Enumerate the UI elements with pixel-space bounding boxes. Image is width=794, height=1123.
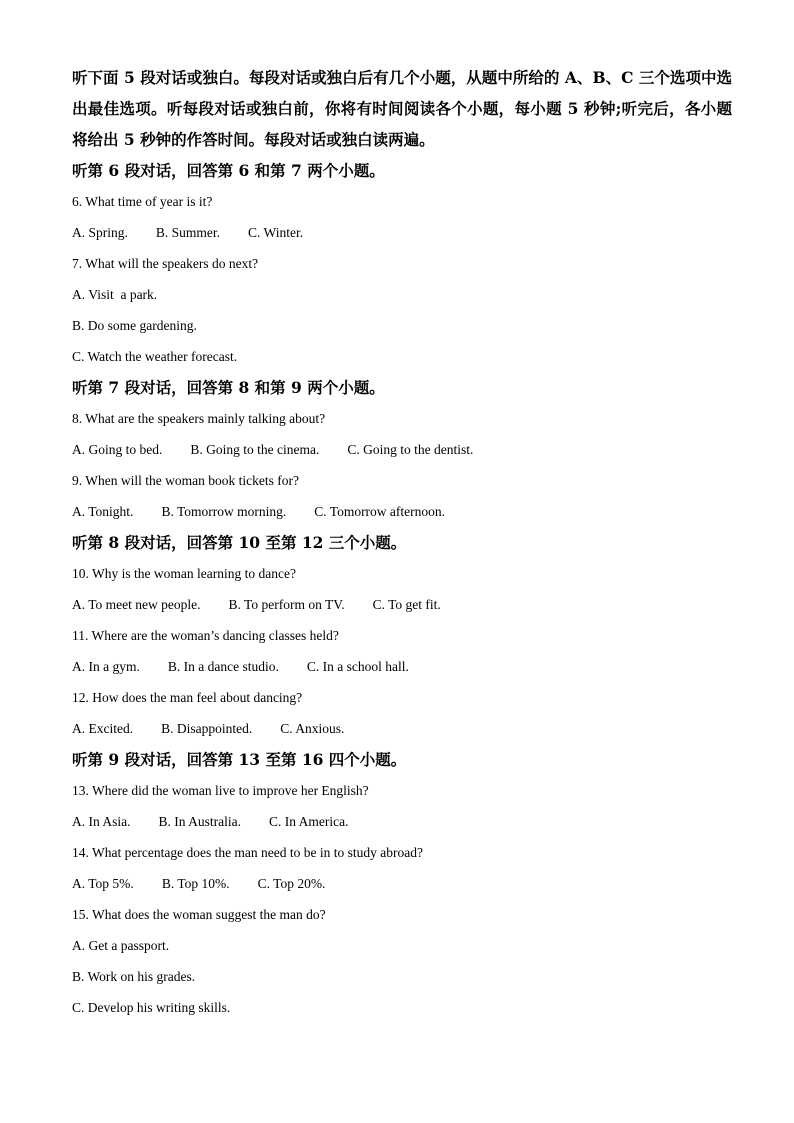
answer-option[interactable]: B. Going to the cinema.	[190, 442, 320, 457]
question-text: 8. What are the speakers mainly talking about?	[72, 411, 326, 426]
answer-option[interactable]: B. In Australia.	[158, 814, 241, 829]
options-row	[72, 651, 732, 682]
listening-sections	[72, 155, 732, 1023]
answer-option[interactable]: C. Tomorrow afternoon.	[314, 504, 446, 519]
answer-option[interactable]: B. Tomorrow morning.	[161, 504, 287, 519]
answer-option[interactable]: B. Top 10%.	[161, 876, 230, 891]
answer-option[interactable]: A. Get a passport.	[72, 938, 170, 953]
question-text: 7. What will the speakers do next?	[72, 256, 259, 271]
options-row	[72, 713, 732, 744]
answer-option[interactable]: B. Summer.	[155, 225, 221, 240]
exam-page	[72, 62, 732, 1023]
answer-option[interactable]: B. Do some gardening.	[72, 318, 197, 333]
answer-option[interactable]: C. Top 20%.	[257, 876, 326, 891]
options-row	[72, 868, 732, 899]
section-heading: 听第 9 段对话，回答第 13 至第 16 四个小题。	[72, 750, 407, 769]
answer-option[interactable]: C. To get fit.	[372, 597, 441, 612]
answer-option[interactable]: A. Going to bed.	[72, 442, 163, 457]
answer-option[interactable]: C. Winter.	[248, 225, 304, 240]
options-row	[72, 217, 732, 248]
section-heading: 听第 8 段对话，回答第 10 至第 12 三个小题。	[72, 533, 407, 552]
answer-option[interactable]: A. Visit a park.	[72, 287, 158, 302]
options-row	[72, 434, 732, 465]
question-text: 10. Why is the woman learning to dance?	[72, 566, 296, 581]
question-text: 9. When will the woman book tickets for?	[72, 473, 299, 488]
question-text: 14. What percentage does the man need to be in to study abroad?	[72, 845, 424, 860]
answer-option[interactable]: B. Disappointed.	[161, 721, 253, 736]
question-text: 11. Where are the woman’s dancing classes held?	[72, 628, 339, 643]
answer-option[interactable]: C. In America.	[269, 814, 349, 829]
section-instructions: 听下面 5 段对话或独白。每段对话或独白后有几个小题，从题中所给的 A、B、C 三个选项中选出最佳选项。听每段对话或独白前，你将有时间阅读各个小题，每小题 5 秒钟;听完后，各小题将给出 5 秒钟的作答时间。每段对话或独白读两遍。	[72, 68, 732, 149]
answer-option[interactable]: A. To meet new people.	[72, 597, 201, 612]
options-row	[72, 496, 732, 527]
question-text: 12. How does the man feel about dancing?	[72, 690, 303, 705]
answer-option[interactable]: B. In a dance studio.	[167, 659, 279, 674]
answer-option[interactable]: C. Anxious.	[280, 721, 345, 736]
answer-option[interactable]: C. In a school hall.	[306, 659, 409, 674]
answer-option[interactable]: C. Going to the dentist.	[347, 442, 474, 457]
question-text: 6. What time of year is it?	[72, 194, 213, 209]
answer-option[interactable]: A. In Asia.	[72, 814, 131, 829]
answer-option[interactable]: B. To perform on TV.	[228, 597, 345, 612]
answer-option[interactable]: C. Watch the weather forecast.	[72, 349, 238, 364]
options-row	[72, 589, 732, 620]
options-row	[72, 806, 732, 837]
section-heading: 听第 7 段对话，回答第 8 和第 9 两个小题。	[72, 378, 385, 397]
question-text: 15. What does the woman suggest the man do?	[72, 907, 326, 922]
answer-option[interactable]: C. Develop his writing skills.	[72, 1000, 231, 1015]
question-text: 13. Where did the woman live to improve her English?	[72, 783, 369, 798]
answer-option[interactable]: A. Spring.	[72, 225, 128, 240]
answer-option[interactable]: B. Work on his grades.	[72, 969, 196, 984]
answer-option[interactable]: A. Tonight.	[72, 504, 134, 519]
answer-option[interactable]: A. Excited.	[72, 721, 134, 736]
section-heading: 听第 6 段对话，回答第 6 和第 7 两个小题。	[72, 161, 385, 180]
answer-option[interactable]: A. In a gym.	[72, 659, 140, 674]
answer-option[interactable]: A. Top 5%.	[72, 876, 134, 891]
